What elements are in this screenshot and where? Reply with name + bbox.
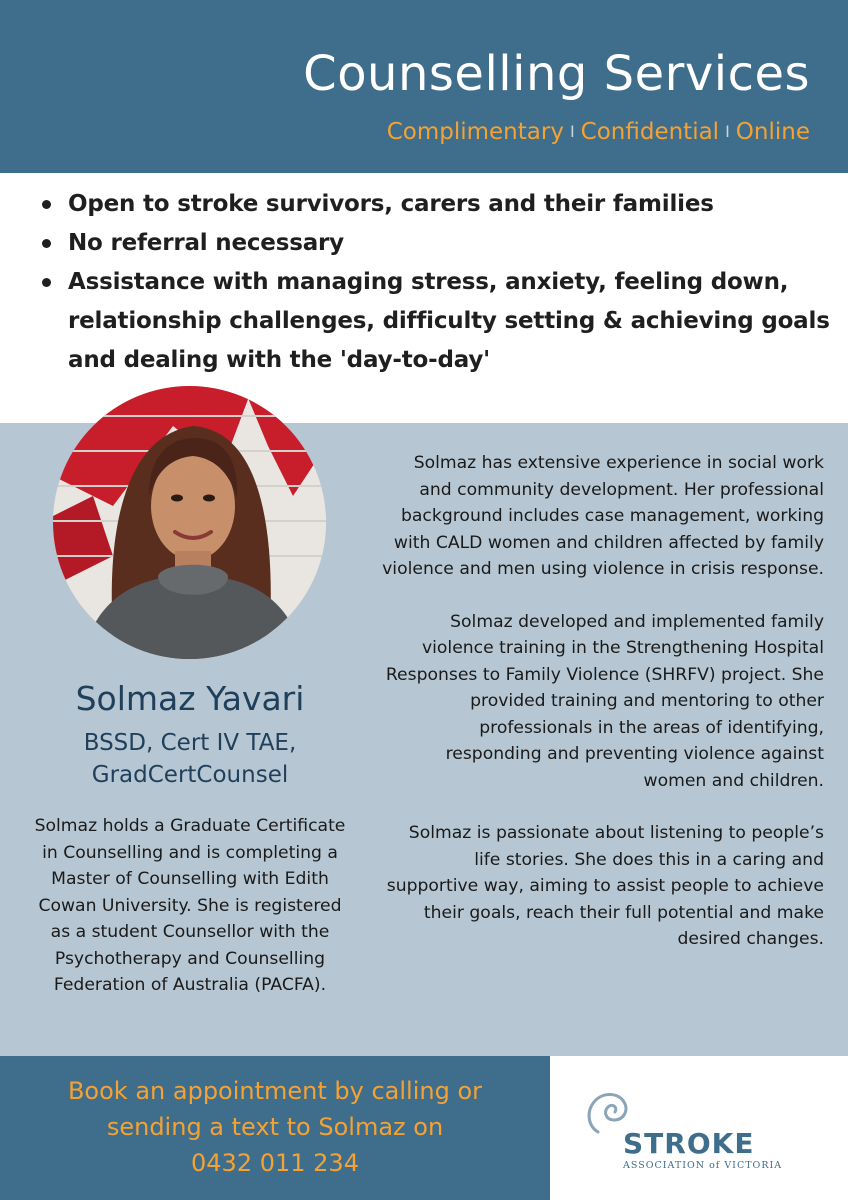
counsellor-credentials xyxy=(30,727,350,791)
counsellor-name: Solmaz Yavari xyxy=(75,679,305,718)
tagline-complimentary: Complimentary xyxy=(386,119,564,145)
credentials-line: BSSD, Cert IV TAE, xyxy=(83,730,297,756)
booking-line: Book an appointment by calling or xyxy=(67,1077,483,1105)
booking-banner xyxy=(0,1056,550,1200)
tagline-separator: I xyxy=(725,122,730,141)
tagline-separator: I xyxy=(569,122,575,141)
credentials-line: GradCertCounsel xyxy=(91,762,289,788)
profile-left-column xyxy=(30,677,350,999)
training-paragraph: Solmaz developed and implemented family violence training in the Strengthening Hospital Responses to Family Violence (SHRFV) project. She provided training and mentoring to other professionals in the areas of identifying, responding and preventing violence against women and children. xyxy=(385,611,824,791)
logo-wordmark: STROKE xyxy=(623,1127,755,1160)
logo-panel xyxy=(550,1056,848,1200)
booking-line: sending a text to Solmaz on xyxy=(106,1113,444,1141)
counsellor-photo xyxy=(53,386,326,659)
page-title: Counselling Services xyxy=(303,46,810,102)
tagline-confidential: Confidential xyxy=(580,119,720,145)
qualifications-text: Solmaz holds a Graduate Certificate in Counselling and is completing a Master of Counselling with Edith Cowan University. She is registered as a student Counsellor with the Psychotherapy and Counselling Federation of Australia (PACFA). xyxy=(34,816,346,995)
portrait-illustration xyxy=(53,386,326,659)
phone-number[interactable]: 0432 011 234 xyxy=(191,1149,359,1177)
experience-paragraph: Solmaz has extensive experience in social work and community development. Her professional background includes case management, working with CALD women and children affected by family violence and men using violence in crisis response. xyxy=(382,453,824,579)
taglines xyxy=(0,116,810,148)
bullet-item: Assistance with managing stress, anxiety, feeling down, relationship challenges, difficulty setting & achieving goals and dealing with the 'day-to-day' xyxy=(40,263,848,380)
tagline-online: Online xyxy=(735,119,810,145)
services-bullet-list xyxy=(0,173,848,423)
header-banner xyxy=(0,0,848,173)
counsellor-profile xyxy=(0,423,848,1056)
bullet-item: No referral necessary xyxy=(40,224,848,263)
logo-subtitle: ASSOCIATION of VICTORIA xyxy=(623,1160,783,1171)
passion-paragraph: Solmaz is passionate about listening to people’s life stories. She does this in a caring and supportive way, aiming to assist people to achieve their goals, reach their full potential and make desired changes. xyxy=(386,823,824,949)
bullet-item: Open to stroke survivors, carers and their families xyxy=(40,185,848,224)
profile-right-column xyxy=(380,450,824,953)
